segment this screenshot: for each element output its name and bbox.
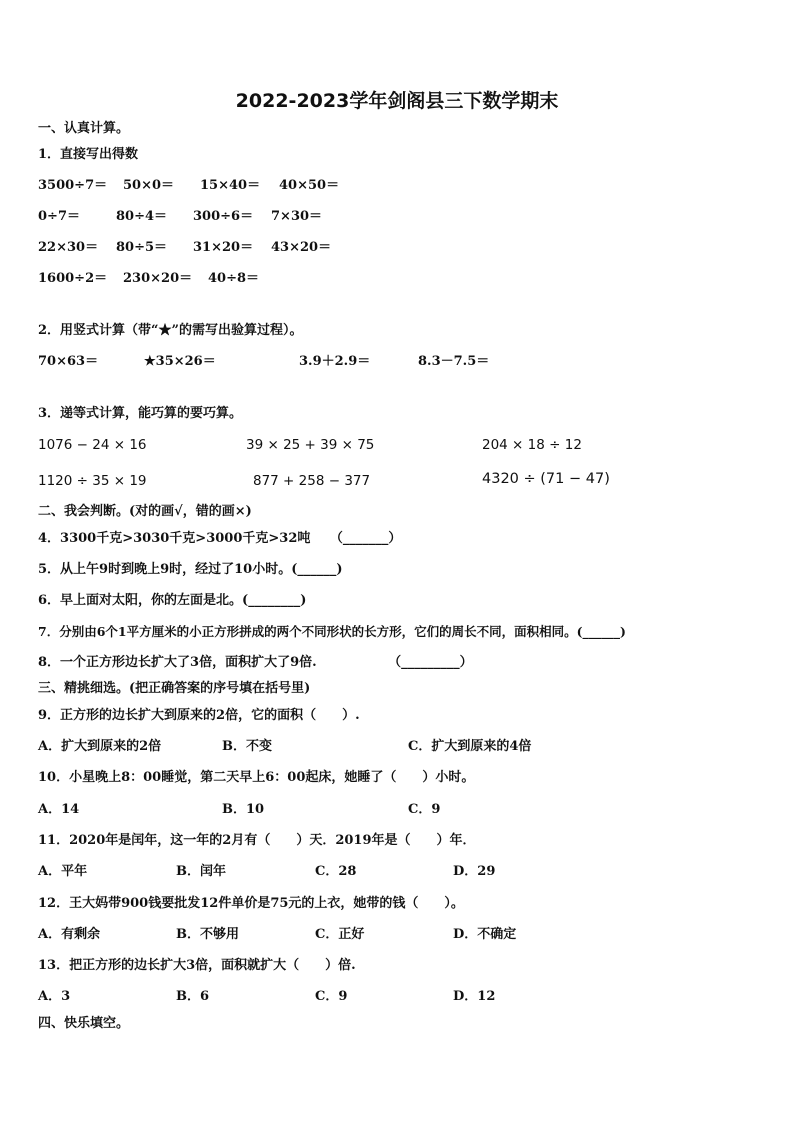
stepwise-calc-item: 877 + 258 − 377 xyxy=(253,473,371,489)
vertical-calc-item: 8.3－7.5＝ xyxy=(418,354,490,369)
calc-item: 80÷4＝ xyxy=(116,209,168,224)
judge-item-7: 7．分别由6个1平方厘米的小正方形拼成的两个不同形状的长方形，它们的周长不同，面积相同。(______) xyxy=(38,624,626,639)
calc-item: 22×30＝ xyxy=(38,240,99,255)
question-2-label: 2．用竖式计算（带“★”的需写出验算过程）。 xyxy=(38,323,303,338)
choice-option: D．12 xyxy=(453,989,496,1004)
choice-question-10: 10．小星晚上8：00睡觉，第二天早上6：00起床，她睡了（ ）小时。 xyxy=(38,770,475,785)
calc-item: 0÷7＝ xyxy=(38,209,80,224)
choice-question-13: 13．把正方形的边长扩大3倍，面积就扩大（ ）倍. xyxy=(38,958,356,973)
vertical-calc-item: 3.9＋2.9＝ xyxy=(299,354,371,369)
vertical-calc-item: 70×63＝ xyxy=(38,354,99,369)
stepwise-calc-item: 1120 ÷ 35 × 19 xyxy=(38,473,147,489)
calc-item: 40÷8＝ xyxy=(208,271,260,286)
section-4-heading: 四、快乐填空。 xyxy=(38,1016,130,1031)
calc-item: 1600÷2＝ xyxy=(38,271,108,286)
question-1-label: 1．直接写出得数 xyxy=(38,147,139,162)
choice-option: C．9 xyxy=(408,802,441,817)
calc-item: 80÷5＝ xyxy=(116,240,168,255)
stepwise-calc-item: 4320 ÷ (71 − 47) xyxy=(482,471,610,487)
choice-option: A．14 xyxy=(38,802,80,817)
section-2-heading: 二、我会判断。(对的画√，错的画×) xyxy=(38,504,252,519)
calc-item: 300÷6＝ xyxy=(193,209,254,224)
stepwise-calc-item: 204 × 18 ÷ 12 xyxy=(482,437,582,453)
calc-item: 40×50＝ xyxy=(279,178,340,193)
choice-option: D．不确定 xyxy=(453,927,517,942)
choice-question-11: 11．2020年是闰年，这一年的2月有（ ）天．2019年是（ ）年． xyxy=(38,833,476,848)
choice-option: C．扩大到原来的4倍 xyxy=(408,739,532,754)
choice-question-9: 9．正方形的边长扩大到原来的2倍，它的面积（ ）. xyxy=(38,708,360,723)
choice-option: D．29 xyxy=(453,864,496,879)
choice-question-12: 12．王大妈带900钱要批发12件单价是75元的上衣，她带的钱（ ）。 xyxy=(38,896,464,911)
choice-option: B．闰年 xyxy=(176,864,226,879)
vertical-calc-item: ★35×26＝ xyxy=(144,354,216,369)
choice-option: A．平年 xyxy=(38,864,88,879)
calc-item: 3500÷7＝ xyxy=(38,178,108,193)
calc-item: 7×30＝ xyxy=(271,209,323,224)
judge-item-6: 6．早上面对太阳，你的左面是北。(________) xyxy=(38,593,307,608)
choice-option: C．9 xyxy=(315,989,348,1004)
choice-option: B．10 xyxy=(222,802,265,817)
calc-item: 15×40＝ xyxy=(200,178,261,193)
judge-item-8: 8．一个正方形边长扩大了3倍，面积扩大了9倍. （_________） xyxy=(38,655,473,670)
stepwise-calc-item: 1076 − 24 × 16 xyxy=(38,437,147,453)
calc-item: 230×20＝ xyxy=(123,271,193,286)
calc-item: 31×20＝ xyxy=(193,240,254,255)
section-1-heading: 一、认真计算。 xyxy=(38,121,130,136)
judge-item-5: 5．从上午9时到晚上9时，经过了10小时。(______) xyxy=(38,562,343,577)
calc-item: 43×20＝ xyxy=(271,240,332,255)
choice-option: C．正好 xyxy=(315,927,365,942)
choice-option: C．28 xyxy=(315,864,357,879)
choice-option: A．有剩余 xyxy=(38,927,101,942)
choice-option: B．不够用 xyxy=(176,927,239,942)
choice-option: B．不变 xyxy=(222,739,272,754)
question-3-label: 3．递等式计算，能巧算的要巧算。 xyxy=(38,406,243,421)
choice-option: A．扩大到原来的2倍 xyxy=(38,739,162,754)
calc-item: 50×0＝ xyxy=(123,178,175,193)
stepwise-calc-item: 39 × 25 + 39 × 75 xyxy=(246,437,375,453)
section-3-heading: 三、精挑细选。(把正确答案的序号填在括号里) xyxy=(38,681,311,696)
choice-option: B．6 xyxy=(176,989,210,1004)
judge-item-4: 4．3300千克>3030千克>3000千克>32吨 （_______） xyxy=(38,531,402,546)
choice-option: A．3 xyxy=(38,989,71,1004)
page-title: 2022-2023学年剑阁县三下数学期末 xyxy=(235,90,559,112)
